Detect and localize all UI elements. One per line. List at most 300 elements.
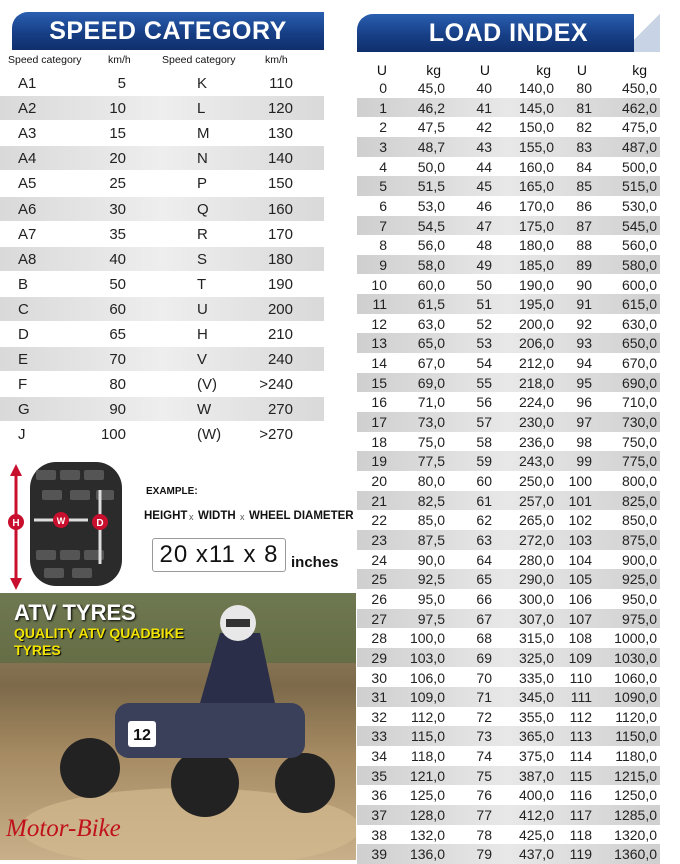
load-cell: 80,0 [417,473,445,489]
speed-table-row [0,96,324,120]
load-cell: 180,0 [518,237,554,254]
load-cell: 55 [476,374,492,391]
load-cell: 87,5 [417,531,445,548]
speed-table-row [0,397,324,421]
width-marker-label: W [56,516,66,526]
speed-cell: 25 [109,175,126,193]
load-table-row [357,373,660,393]
load-cell: 1285,0 [614,807,657,824]
speed-cell: 90 [109,401,126,419]
load-cell: 89 [576,256,592,273]
load-cell: 85 [576,178,592,195]
speed-cell: 60 [109,300,126,318]
speed-cell: P [197,175,208,193]
speed-cell: N [197,150,208,168]
speed-cell: 20 [109,150,126,168]
load-cell: 21 [371,492,387,509]
height-arrow-top [10,464,22,476]
load-header-kg-2: kg [536,62,551,78]
load-table-row [357,530,660,550]
width-label: WIDTH [198,510,236,522]
load-cell: 315,0 [518,630,554,647]
load-cell: 47,5 [417,119,445,136]
speed-category-banner [12,12,324,50]
load-cell: 92 [576,315,592,332]
times-sign-1: x [189,512,194,522]
load-cell: 71 [476,689,492,706]
load-cell: 66 [476,590,492,607]
load-table-row [357,825,660,845]
promo-subtitle-line-2: TYRES [14,642,61,658]
load-table-row [357,687,660,707]
load-cell: 2 [379,119,387,136]
speed-table-row [0,171,324,195]
speed-header-category-1: Speed category [8,54,82,66]
speed-cell: 170 [267,225,293,243]
load-cell: 85,0 [417,512,445,529]
load-table-row [357,471,660,491]
speed-cell: A7 [18,225,37,243]
speed-cell: C [18,300,29,318]
load-cell: 16 [371,394,387,411]
load-cell: 72 [476,708,492,725]
load-cell: 272,0 [518,531,554,548]
load-cell: 355,0 [518,708,554,725]
load-cell: 54 [476,355,492,372]
load-table-row [357,746,660,766]
speed-cell: A1 [18,75,37,92]
load-cell: 70 [476,669,492,686]
speed-cell: A6 [18,200,37,218]
speed-table-row [0,322,324,346]
speed-cell: A8 [18,250,37,268]
load-table-row [357,137,660,157]
load-cell: 69,0 [417,374,445,391]
load-cell: 128,0 [409,807,445,824]
load-cell: 79 [476,846,492,863]
load-cell: 145,0 [518,99,554,116]
load-cell: 114 [569,748,592,765]
load-cell: 37 [371,807,387,824]
load-cell: 1000,0 [614,630,657,647]
load-cell: 425,0 [518,826,554,843]
load-cell: 58 [476,433,492,450]
load-cell: 75,0 [417,433,445,450]
load-cell: 34 [371,748,387,765]
load-cell: 155,0 [518,138,554,155]
load-cell: 76 [476,787,492,804]
load-cell: 109,0 [409,689,445,706]
load-cell: 57 [476,414,492,431]
load-cell: 90,0 [417,551,445,568]
load-cell: 775,0 [621,453,657,470]
load-cell: 78 [476,826,492,843]
unit-label: inches [291,554,339,571]
load-cell: 218,0 [518,374,554,391]
load-table-row [357,668,660,688]
load-cell: 475,0 [621,119,657,136]
speed-table-row [0,347,324,371]
load-cell: 106 [568,590,592,607]
load-table-row [357,294,660,314]
load-table-row [357,451,660,471]
load-cell: 1030,0 [614,649,657,666]
load-cell: 11 [372,296,387,313]
load-cell: 25 [371,571,387,588]
banner-corner-accent [634,14,660,52]
load-cell: 125,0 [409,787,445,804]
load-cell: 80 [576,80,592,96]
load-cell: 97 [576,414,592,431]
load-index-title: LOAD INDEX [428,18,589,47]
load-cell: 31 [371,689,387,706]
speed-cell: F [18,376,28,394]
load-header-kg-3: kg [632,62,647,78]
load-cell: 6 [379,197,387,214]
load-cell: 36 [371,787,387,804]
speed-table-row [0,247,324,271]
load-table-row [357,589,660,609]
load-cell: 77 [476,807,492,824]
load-cell: 112 [569,708,592,725]
load-cell: 43 [476,138,492,155]
load-cell: 84 [576,158,592,175]
load-cell: 103,0 [409,649,445,666]
diameter-marker-label: D [96,518,104,529]
load-cell: 53,0 [417,197,445,214]
load-cell: 165,0 [518,178,554,195]
load-cell: 600,0 [621,276,657,293]
load-cell: 5 [379,178,387,195]
speed-category-title: SPEED CATEGORY [49,16,287,45]
load-table-row [357,275,660,295]
load-cell: 300,0 [518,590,554,607]
load-cell: 67 [476,610,492,627]
load-cell: 1 [379,99,387,116]
load-cell: 54,5 [417,217,445,234]
load-cell: 46,2 [417,99,445,116]
load-cell: 27 [371,610,387,627]
load-cell: 88 [576,237,592,254]
load-cell: 100 [568,473,592,489]
load-cell: 56 [476,394,492,411]
load-cell: 0 [379,80,387,96]
load-cell: 132,0 [409,826,445,843]
load-cell: 60,0 [417,276,445,293]
example-label: EXAMPLE: [146,486,198,497]
speed-cell: J [18,426,26,444]
load-cell: 38 [371,826,387,843]
load-cell: 515,0 [621,178,657,195]
speed-cell: 10 [109,100,126,118]
load-cell: 106,0 [409,669,445,686]
load-cell: 212,0 [518,355,554,372]
load-cell: 850,0 [621,512,657,529]
load-cell: 257,0 [518,492,554,509]
speed-cell: A4 [18,150,37,168]
load-cell: 650,0 [621,335,657,352]
load-index-table [357,60,660,863]
load-cell: 190,0 [518,276,554,293]
load-cell: 42 [476,119,492,136]
speed-cell: 70 [109,351,126,369]
load-cell: 108 [568,630,592,647]
load-cell: 825,0 [621,492,657,509]
load-table-row [357,726,660,746]
load-cell: 800,0 [621,473,657,489]
load-cell: 32 [371,708,387,725]
speed-cell: 65 [109,326,126,343]
load-cell: 109 [568,649,592,666]
speed-cell: 50 [109,275,126,293]
speed-header-kmh-1: km/h [108,54,131,66]
speed-header-category-2: Speed category [162,54,236,66]
load-cell: 487,0 [621,138,657,155]
load-cell: 75 [476,767,492,784]
speed-cell: K [197,75,208,92]
load-cell: 71,0 [417,394,445,411]
load-cell: 560,0 [621,237,657,254]
load-header-kg-1: kg [426,62,441,78]
load-cell: 60 [476,473,492,489]
load-cell: 98 [576,433,592,450]
load-cell: 53 [476,335,492,352]
load-cell: 15 [371,374,387,391]
load-cell: 160,0 [518,158,554,175]
load-cell: 975,0 [621,610,657,627]
load-cell: 236,0 [518,433,554,450]
load-table-row [357,432,660,452]
load-cell: 224,0 [518,394,554,411]
load-table-row [357,609,660,629]
speed-cell: >240 [259,376,293,394]
speed-table-header [0,52,324,68]
speed-cell: T [197,275,207,293]
speed-cell: Q [197,200,209,218]
load-cell: 250,0 [518,473,554,489]
load-cell: 335,0 [518,669,554,686]
load-cell: 90 [576,276,592,293]
speed-table-row [0,197,324,221]
load-cell: 29 [371,649,387,666]
load-cell: 100,0 [409,630,445,647]
load-cell: 110 [569,669,592,686]
load-table-row [357,569,660,589]
load-cell: 7 [379,217,387,234]
load-cell: 69 [476,649,492,666]
load-cell: 950,0 [621,590,657,607]
speed-table-row [0,422,324,446]
load-cell: 206,0 [518,335,554,352]
load-cell: 61 [476,492,492,509]
speed-cell: (W) [197,426,222,444]
speed-cell: 210 [267,326,293,343]
load-table-row [357,510,660,530]
load-cell: 101 [568,492,592,509]
speed-cell: U [197,300,208,318]
speed-cell: A2 [18,100,37,118]
load-cell: 45,0 [417,80,445,96]
load-cell: 290,0 [518,571,554,588]
load-cell: 93 [576,335,592,352]
speed-cell: >270 [259,426,293,444]
speed-table-row [0,272,324,296]
speed-cell: H [197,326,208,343]
load-cell: 39 [371,846,387,863]
brand-logo-text: Motor-Bike [6,815,121,842]
load-table-row [357,196,660,216]
load-cell: 95,0 [417,590,445,607]
load-table-row [357,314,660,334]
load-cell: 35 [371,767,387,784]
load-cell: 77,5 [417,453,445,470]
height-label: HEIGHT [144,510,188,522]
load-cell: 1180,0 [615,748,657,765]
load-table-row [357,78,660,98]
speed-cell: B [18,275,29,293]
load-cell: 74 [476,748,492,765]
load-cell: 111 [570,689,592,706]
load-cell: 73 [476,728,492,745]
load-cell: 730,0 [621,414,657,431]
load-cell: 68 [476,630,492,647]
load-header-u-3: U [576,62,587,78]
load-table-row [357,628,660,648]
load-cell: 17 [371,414,387,431]
load-table-row [357,648,660,668]
load-cell: 65,0 [417,335,445,352]
load-table-row [357,766,660,786]
load-cell: 81 [576,99,592,116]
load-cell: 118 [569,826,592,843]
load-cell: 18 [371,433,387,450]
load-cell: 116 [569,787,592,804]
load-index-banner [357,14,660,52]
load-cell: 51 [476,296,492,313]
load-cell: 1060,0 [614,669,657,686]
speed-table-row [0,121,324,145]
load-cell: 67,0 [417,355,445,372]
load-table-row [357,392,660,412]
height-arrow-bottom [10,578,22,590]
race-number-plate: 12 [133,727,151,744]
promo-title: ATV TYRES [14,600,136,625]
speed-cell: 110 [269,75,293,92]
load-cell: 83 [576,138,592,155]
speed-cell: A5 [18,175,37,193]
load-cell: 140,0 [518,80,554,96]
load-cell: 1360,0 [614,846,657,863]
speed-cell: L [197,100,206,118]
load-cell: 365,0 [518,728,554,745]
speed-cell: 130 [267,125,293,143]
load-cell: 925,0 [621,571,657,588]
load-cell: 48 [476,237,492,254]
load-cell: 710,0 [621,394,657,411]
load-cell: 92,5 [417,571,445,588]
load-cell: 64 [476,551,492,568]
load-cell: 102 [568,512,592,529]
tyre-illustration [0,454,135,592]
speed-cell: G [18,401,30,419]
load-cell: 103 [568,531,592,548]
load-cell: 1120,0 [615,708,657,725]
load-cell: 87 [576,217,592,234]
load-cell: 750,0 [621,433,657,450]
load-cell: 615,0 [621,296,657,313]
load-cell: 3 [379,138,387,155]
load-table-row [357,550,660,570]
speed-cell: D [18,326,29,343]
load-cell: 175,0 [518,217,554,234]
size-example-formula: 20 x11 x 8 [152,538,286,572]
load-cell: 387,0 [518,767,554,784]
load-table-row [357,333,660,353]
load-table-row [357,255,660,275]
load-cell: 580,0 [621,256,657,273]
speed-table-row [0,146,324,170]
load-cell: 49 [476,256,492,273]
load-cell: 48,7 [417,138,445,155]
load-table-row [357,707,660,727]
load-cell: 61,5 [417,296,445,313]
speed-cell: 40 [109,250,126,268]
speed-cell: 200 [267,300,293,318]
speed-cell: R [197,225,208,243]
load-cell: 1250,0 [614,787,657,804]
load-cell: 112,0 [411,708,445,725]
load-cell: 462,0 [621,99,657,116]
load-cell: 56,0 [417,237,445,254]
load-cell: 670,0 [621,355,657,372]
load-cell: 450,0 [621,80,657,96]
speed-cell: 240 [267,351,293,369]
speed-table-row [0,222,324,246]
load-table-row [357,117,660,137]
load-cell: 20 [371,473,387,489]
load-cell: 200,0 [518,315,554,332]
load-cell: 900,0 [621,551,657,568]
load-header-u-1: U [376,62,387,78]
load-cell: 690,0 [621,374,657,391]
load-cell: 230,0 [518,414,554,431]
load-cell: 185,0 [518,256,554,273]
load-cell: 121,0 [409,767,445,784]
height-marker-label: H [12,518,20,529]
load-cell: 99 [576,453,592,470]
speed-cell: M [197,125,210,143]
speed-cell: 15 [109,125,126,143]
load-cell: 28 [371,630,387,647]
load-cell: 50 [476,276,492,293]
load-cell: 1150,0 [615,728,657,745]
load-table-row [357,235,660,255]
load-cell: 412,0 [518,807,554,824]
load-cell: 325,0 [518,649,554,666]
load-cell: 280,0 [518,551,554,568]
load-cell: 62 [476,512,492,529]
load-cell: 1215,0 [614,767,657,784]
load-cell: 52 [476,315,492,332]
load-cell: 47 [476,217,492,234]
speed-table-row [0,297,324,321]
load-cell: 630,0 [621,315,657,332]
load-cell: 12 [371,315,387,332]
load-cell: 107 [568,610,592,627]
speed-cell: 30 [109,200,126,218]
speed-cell: 100 [100,426,126,444]
load-cell: 23 [371,531,387,548]
